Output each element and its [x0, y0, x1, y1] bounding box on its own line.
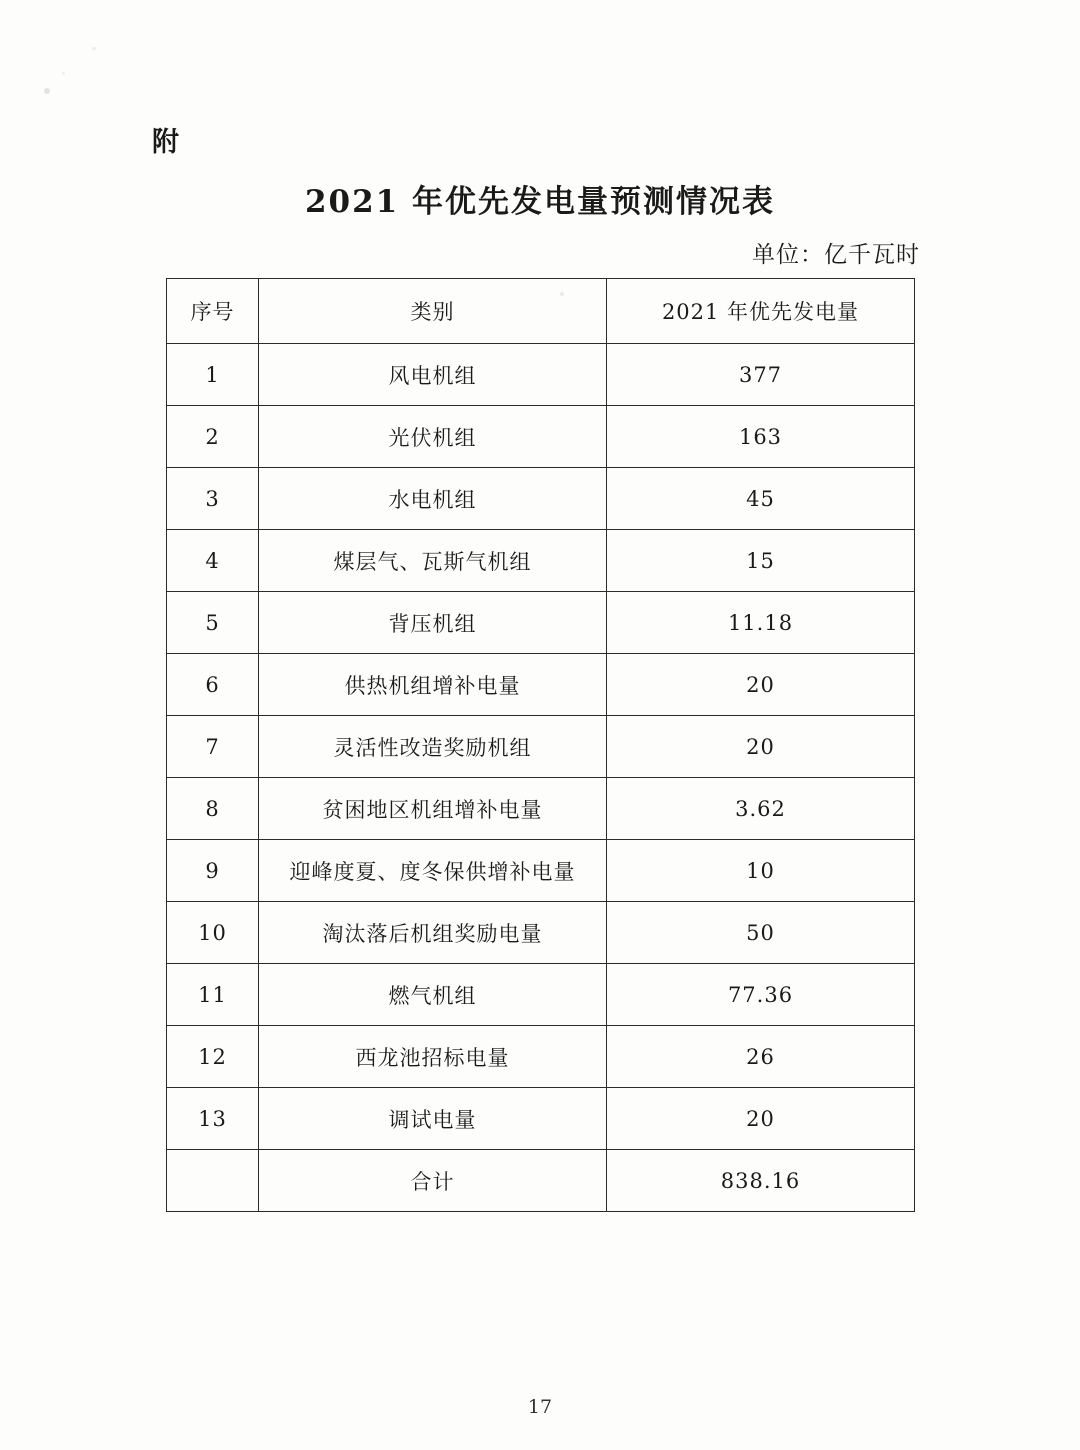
table-row — [167, 716, 915, 778]
table-row — [167, 592, 915, 654]
cell-index: 8 — [167, 778, 259, 840]
column-header-index: 序号 — [167, 279, 259, 344]
cell-index: 4 — [167, 530, 259, 592]
cell-index: 5 — [167, 592, 259, 654]
table-row — [167, 840, 915, 902]
cell-index: 7 — [167, 716, 259, 778]
table-row — [167, 1088, 915, 1150]
table-total-row — [167, 1150, 915, 1212]
cell-value: 50 — [607, 902, 915, 964]
cell-value: 20 — [607, 654, 915, 716]
cell-category: 灵活性改造奖励机组 — [259, 716, 607, 778]
cell-total-value: 838.16 — [607, 1150, 915, 1212]
cell-index: 12 — [167, 1026, 259, 1088]
cell-category: 供热机组增补电量 — [259, 654, 607, 716]
cell-category: 贫困地区机组增补电量 — [259, 778, 607, 840]
table-row — [167, 468, 915, 530]
cell-value: 377 — [607, 344, 915, 406]
cell-category: 煤层气、瓦斯气机组 — [259, 530, 607, 592]
cell-category: 迎峰度夏、度冬保供增补电量 — [259, 840, 607, 902]
unit-note: 单位：亿千瓦时 — [752, 242, 920, 268]
cell-index: 1 — [167, 344, 259, 406]
cell-value: 3.62 — [607, 778, 915, 840]
cell-category: 光伏机组 — [259, 406, 607, 468]
cell-index: 6 — [167, 654, 259, 716]
cell-index: 13 — [167, 1088, 259, 1150]
cell-index — [167, 1150, 259, 1212]
attachment-label: 附 — [152, 127, 180, 158]
table-row — [167, 530, 915, 592]
cell-value: 45 — [607, 468, 915, 530]
cell-value: 15 — [607, 530, 915, 592]
cell-value: 163 — [607, 406, 915, 468]
cell-index: 3 — [167, 468, 259, 530]
table-row — [167, 344, 915, 406]
cell-value: 77.36 — [607, 964, 915, 1026]
table-row — [167, 406, 915, 468]
cell-value: 20 — [607, 1088, 915, 1150]
scan-speck-icon — [92, 47, 96, 50]
cell-category: 燃气机组 — [259, 964, 607, 1026]
cell-index: 10 — [167, 902, 259, 964]
scan-speck-icon — [62, 72, 65, 75]
table-row — [167, 778, 915, 840]
table-row — [167, 654, 915, 716]
cell-index: 11 — [167, 964, 259, 1026]
cell-value: 26 — [607, 1026, 915, 1088]
cell-value: 10 — [607, 840, 915, 902]
column-header-value: 2021 年优先发电量 — [607, 279, 915, 344]
cell-category: 水电机组 — [259, 468, 607, 530]
cell-total-label: 合计 — [259, 1150, 607, 1212]
column-header-category: 类别 — [259, 279, 607, 344]
cell-category: 西龙池招标电量 — [259, 1026, 607, 1088]
cell-index: 9 — [167, 840, 259, 902]
cell-category: 淘汰落后机组奖励电量 — [259, 902, 607, 964]
table-row — [167, 902, 915, 964]
page-title: 2021 年优先发电量预测情况表 — [304, 184, 776, 220]
cell-value: 11.18 — [607, 592, 915, 654]
cell-value: 20 — [607, 716, 915, 778]
table-row — [167, 1026, 915, 1088]
cell-category: 背压机组 — [259, 592, 607, 654]
cell-category: 调试电量 — [259, 1088, 607, 1150]
priority-generation-table — [166, 278, 915, 1212]
scan-speck-icon — [44, 88, 50, 94]
table-header-row — [167, 279, 915, 344]
table-row — [167, 964, 915, 1026]
page-number: 17 — [527, 1396, 553, 1418]
cell-category: 风电机组 — [259, 344, 607, 406]
cell-index: 2 — [167, 406, 259, 468]
